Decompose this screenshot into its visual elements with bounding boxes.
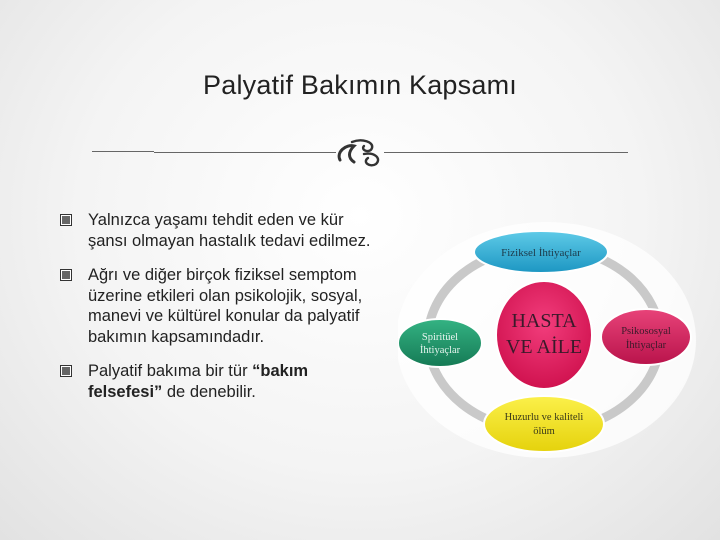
title-rule-left	[154, 152, 336, 153]
center-label-line2: VE AİLE	[505, 336, 583, 358]
left-node-label-line2: İhtiyaçlar	[419, 345, 461, 356]
center-label-line1: HASTA	[511, 310, 577, 332]
bullet-line: manevi ve kültürel konular da palyatif	[88, 307, 360, 325]
left-node	[398, 319, 482, 367]
bottom-node-label-line1: Huzurlu ve kaliteli	[504, 412, 584, 423]
title-rule-right	[384, 152, 628, 153]
left-node-label-line1: Spiritüel	[421, 332, 459, 343]
top-node-label: Fiziksel İhtiyaçlar	[501, 247, 581, 259]
slide-title: Palyatif Bakımın Kapsamı	[203, 70, 517, 100]
right-node-label-line2: İhtiyaçlar	[625, 340, 667, 351]
checkbox-bullet-icon	[60, 214, 72, 226]
bullet-item	[60, 210, 405, 251]
checkbox-bullet-icon	[60, 269, 72, 281]
bullet-bold-text: “bakım	[252, 362, 309, 380]
bullet-line: Ağrı ve diğer birçok fiziksel semptom	[88, 266, 357, 284]
right-node	[601, 309, 691, 365]
scroll-ornament-icon	[334, 134, 386, 168]
right-node-label-line1: Psikososyal	[621, 326, 671, 337]
bullet-bold-text: felsefesi”	[88, 382, 163, 401]
title-rule-left-short	[92, 151, 154, 152]
bullet-line: Yalnızca yaşamı tehdit eden ve kür	[88, 211, 344, 229]
bottom-node	[484, 396, 604, 452]
bullet-text: de denebilir.	[162, 382, 256, 401]
care-scope-diagram	[398, 222, 698, 460]
bullet-item	[60, 361, 405, 402]
bottom-node-label-line2: ölüm	[533, 426, 555, 437]
bullet-item	[60, 265, 405, 347]
bullet-line: üzerine etkileri olan psikolojik, sosyal,	[88, 286, 363, 305]
bullet-list	[60, 210, 405, 416]
checkbox-bullet-icon	[60, 365, 72, 377]
bullet-text: Palyatif bakıma bir tür	[88, 362, 253, 380]
bullet-line: bakımın kapsamındadır.	[88, 327, 265, 346]
bullet-line: şansı olmayan hastalık tedavi edilmez.	[88, 231, 371, 250]
center-ellipse	[496, 281, 592, 389]
